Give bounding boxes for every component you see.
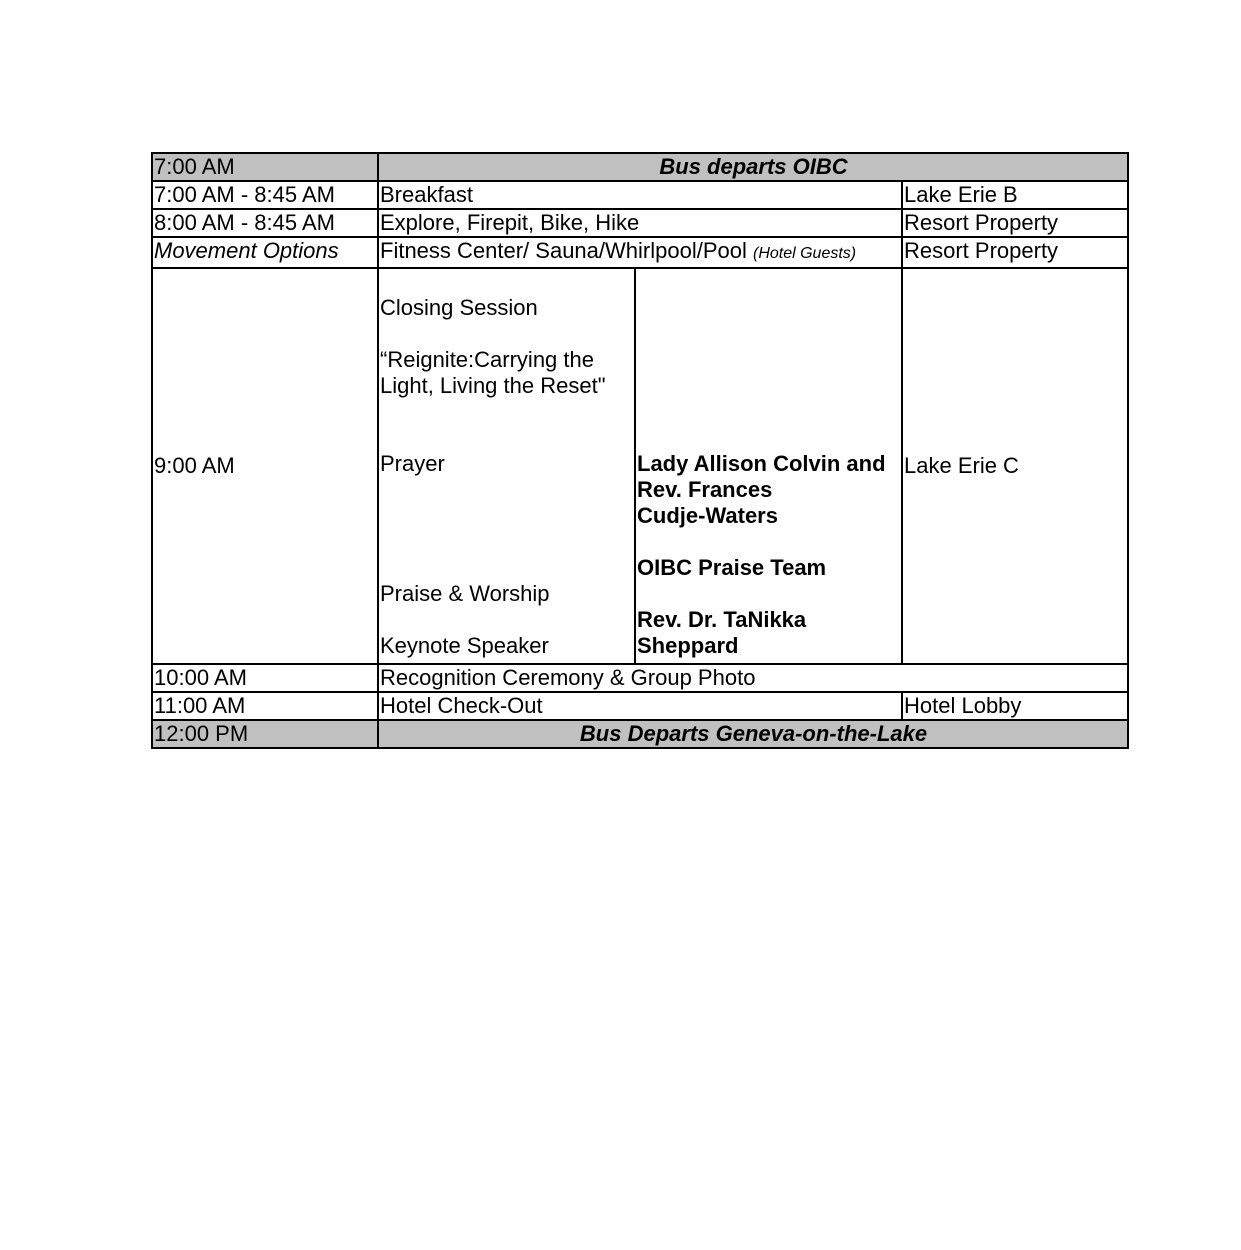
activity-text: Fitness Center/ Sauna/Whirlpool/Pool	[380, 238, 747, 263]
location-cell: Resort Property	[902, 237, 1128, 268]
presenter-line: Rev. Frances	[637, 477, 773, 502]
table-row	[152, 720, 1128, 748]
program-item-label: Praise & Worship	[380, 581, 550, 606]
session-theme-line: Light, Living the Reset"	[380, 373, 606, 398]
program-item-label: Prayer	[380, 451, 445, 476]
table-row	[152, 209, 1128, 237]
time-cell: 12:00 PM	[152, 720, 378, 748]
presenter-line: Rev. Dr. TaNikka	[637, 607, 807, 632]
table-row	[152, 692, 1128, 720]
session-people-cell	[635, 268, 902, 664]
session-title: Closing Session	[380, 295, 538, 320]
activity-cell	[378, 237, 902, 268]
presenter-line: Sheppard	[637, 633, 739, 658]
activity-cell: Recognition Ceremony & Group Photo	[378, 664, 1128, 692]
time-cell: Movement Options	[152, 237, 378, 268]
time-cell: 7:00 AM	[152, 153, 378, 181]
bus-departure-banner: Bus Departs Geneva-on-the-Lake	[378, 720, 1128, 748]
time-cell: 8:00 AM - 8:45 AM	[152, 209, 378, 237]
session-program-cell	[378, 268, 635, 664]
schedule-table	[151, 152, 1129, 749]
table-row	[152, 181, 1128, 209]
session-theme-line: “Reignite:Carrying the	[380, 347, 594, 372]
location-cell: Resort Property	[902, 209, 1128, 237]
presenter-line: Cudje-Waters	[637, 503, 778, 528]
activity-cell: Hotel Check-Out	[378, 692, 902, 720]
session-time-cell: 9:00 AM	[152, 268, 378, 664]
presenter-line: OIBC Praise Team	[637, 555, 827, 580]
time-cell: 10:00 AM	[152, 664, 378, 692]
location-cell: Hotel Lobby	[902, 692, 1128, 720]
time-cell: 11:00 AM	[152, 692, 378, 720]
time-cell: 7:00 AM - 8:45 AM	[152, 181, 378, 209]
location-cell: Lake Erie B	[902, 181, 1128, 209]
activity-cell: Breakfast	[378, 181, 902, 209]
activity-note: (Hotel Guests)	[752, 245, 857, 262]
presenter-line: Lady Allison Colvin and	[637, 451, 886, 476]
session-location-cell: Lake Erie C	[902, 268, 1128, 664]
table-row	[152, 664, 1128, 692]
session-row	[152, 268, 1128, 664]
program-item-label: Keynote Speaker	[380, 633, 549, 658]
table-row	[152, 237, 1128, 268]
table-row	[152, 153, 1128, 181]
bus-departure-banner: Bus departs OIBC	[378, 153, 1128, 181]
activity-cell: Explore, Firepit, Bike, Hike	[378, 209, 902, 237]
